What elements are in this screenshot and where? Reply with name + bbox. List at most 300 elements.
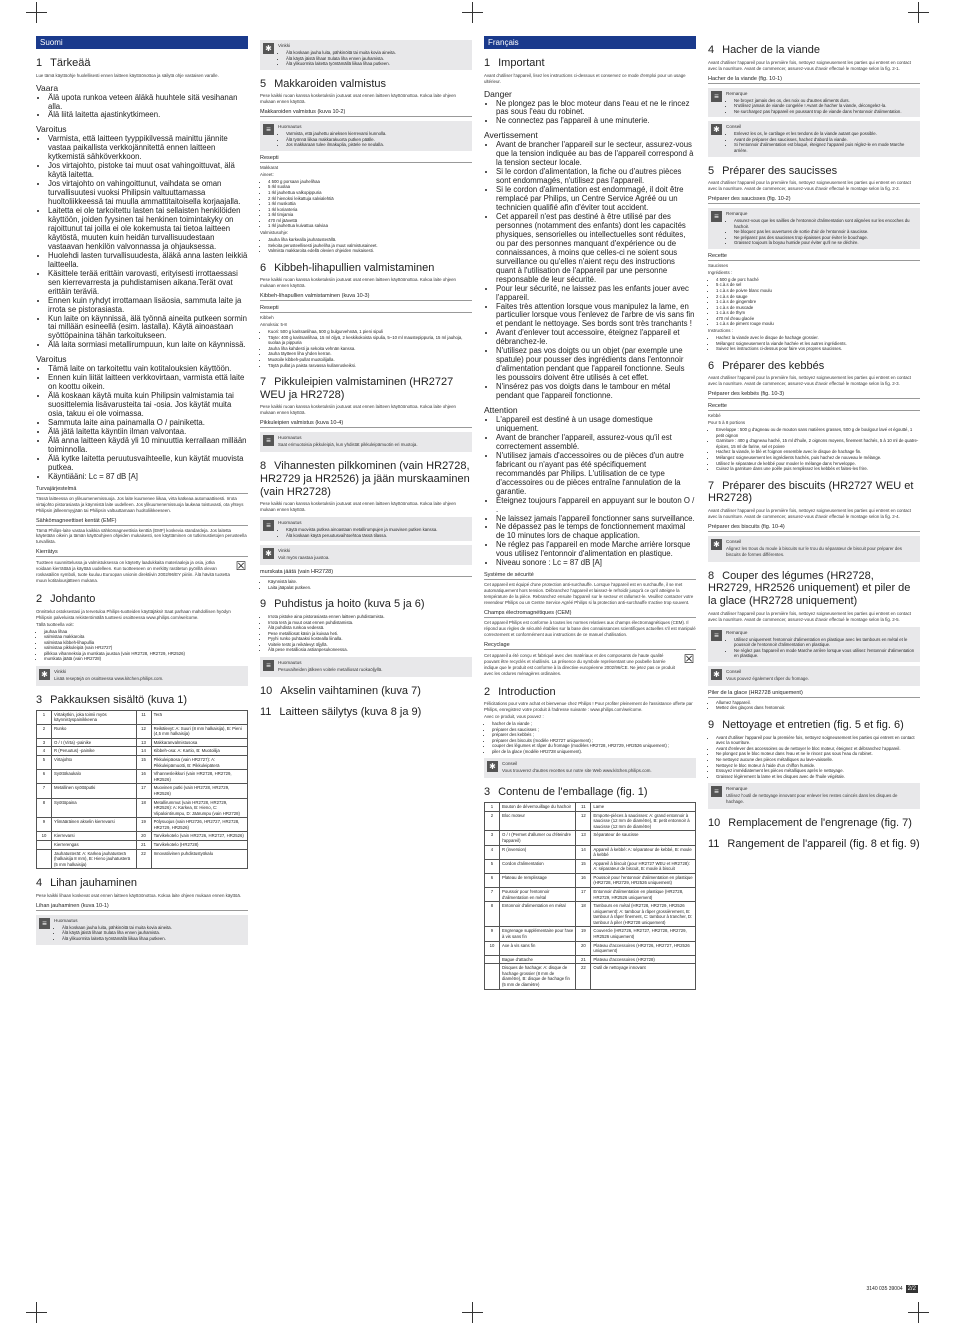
list-item: • Cuisez la garniture dans une poêle puis remplissez les kebbés et faites-les frire.	[716, 466, 920, 472]
list-item: • Avant de préparer des saucisses, hachez d'abord la viande.	[734, 137, 916, 143]
list-item: • Varmista, että jauhettu aineksen kierrevarsi kunnolla.	[286, 131, 468, 137]
list-item: • 1 c.à.s de gingembre	[716, 299, 920, 305]
paragraph: Avec ce produit, vous pouvez :	[484, 714, 544, 720]
list-item: • Nettoyez le bloc moteur à l'aide d'un chiffon humide.	[716, 763, 920, 769]
part-number: 4	[37, 747, 52, 756]
section-heading: 9 Nettoyage et entretien (fig. 5 et fig. 6)	[708, 718, 904, 731]
parts-table	[36, 710, 248, 870]
part-name: Bloc moteur	[500, 811, 576, 831]
note-box: ≡ Remarque Utilisez l'outil de nettoyage innovant pour enlever les restes coincés dans les disques de hachage.	[708, 783, 920, 809]
list-item: • Valmista makkaroita edellä olevien ohjeiden mukaisesti.	[268, 248, 472, 254]
list-item: • Irrota pistoke aina pistorasiasta ennen laitteen puhdistamista.	[268, 614, 472, 620]
list-item: • Jos virtajohto on vahingoittunut, vaihdata se oman turvallisuutesi vuoksi Philipsin valtuuttamassa huoltoliikkeessä tai muulla ammattitaitoisella korjaajalla.	[48, 180, 248, 207]
part-name: Outil de nettoyage innovant	[591, 964, 696, 989]
list-item: • Ne laissez jamais l'appareil fonctionner sans surveillance.	[496, 515, 696, 524]
part-number: 18	[136, 798, 151, 818]
table-row	[37, 738, 248, 747]
list-item: • Ne broyez jamais des os, des noix ou d'autres aliments durs.	[734, 98, 916, 104]
list-item: • 470 ml jäävettä	[268, 218, 472, 224]
ingredient-list	[260, 329, 472, 346]
table-row	[485, 873, 696, 887]
paragraph: Pese kaikki lihaan koskevat osat ennen laitteen käyttöönottoa. Kokoa laite ohjeen mukaan ennen käyttöä.	[36, 892, 242, 898]
list-item: • 470 ml d'eau glacée	[716, 316, 920, 322]
tip-box: ✱ Vinkki Lisää reseptejä on osoitteessa www.kitchen.philips.com.	[36, 666, 248, 686]
list-item: • Täyte: 400 g karitsanlihaa, 15 ml öljyä, 2 keskikokoista sipulia, 5–10 ml maustepippuria, 15 ml jauhoja, suolaa ja pippuria	[268, 335, 472, 346]
list-item: • Utilisez le séparateur de kebbé pour mouler le mélange dans l'enveloppe.	[716, 461, 920, 467]
list-item: • préparer des kebbés ;	[492, 732, 696, 738]
part-number: 10	[37, 832, 52, 841]
table-row	[37, 840, 248, 849]
list-item: • 2 rkl hienoksi leikattuja salvialehtiä	[268, 196, 472, 202]
section-heading: 9 Puhdistus ja hoito (kuva 5 ja 6)	[260, 598, 425, 611]
part-name: Pölysuojus (vain HR2726, HR2727, HR2728, HR2729, HR2526)	[151, 818, 247, 832]
part-number: 6	[485, 873, 500, 887]
part-number: 12	[136, 724, 151, 738]
part-number: 13	[136, 738, 151, 747]
part-number: 6	[37, 770, 52, 784]
part-name: Séparateur de saucisse	[591, 831, 696, 845]
table-row	[485, 927, 696, 941]
list-item: • Älä jätä laitetta käyntiin ilman valvontaa.	[48, 428, 248, 437]
part-name: Tarvikekotelo (vain HR2726, HR2727, HR2526)	[151, 832, 247, 841]
note-box: ≡ Huomautus Pesuvaiheiden jälkeen voitele metalliosat ruokaöljyllä.	[260, 657, 472, 677]
part-name: Runko	[52, 724, 137, 738]
recipe-title: Saucisses	[708, 262, 729, 268]
list-item: • 1 rkl korianteria	[268, 207, 472, 213]
list-item: • Älä ylikuormita laitetta työntämällä liikaa lihaa putkeen.	[62, 936, 244, 942]
list-item: • Enveloppe : 500 g d'agneau ou de mouton sans matières grasses, 500 g de boulgour lavé et égoutté, 1 petit oignon	[716, 427, 920, 438]
feature-list	[484, 721, 696, 754]
paragraph: Tällä tuotteella voit:	[36, 621, 74, 627]
section-heading: 1 Tärkeää	[36, 57, 91, 69]
tip-box: ✱ Conseil Alignez les trous du moule à biscuits sur le trou du séparateur de biscuit pour préparer des biscuits de formes différentes.	[708, 536, 920, 562]
column-fi-2	[260, 36, 472, 721]
cleaning-list	[708, 735, 920, 780]
subheading: Turvajärjestelmä	[36, 486, 248, 494]
note-icon: ≡	[263, 520, 274, 531]
list-item: • 1 c.à.s de piment rouge moulu	[716, 321, 920, 327]
column-fr-2	[708, 36, 920, 853]
ingredient-list	[260, 179, 472, 229]
list-item: • Si le cordon d'alimentation, la fiche ou d'autres pièces sont endommagés, n'utilisez pas l'appareil.	[496, 168, 696, 186]
list-item: • Jos makkaraan tulee ilmakuplia, pistele ne neulalla.	[286, 142, 468, 148]
list-item: • Graissez toujours la boyau humide pour éviter qu'il ne se déchire.	[734, 240, 916, 246]
subheading: Kierrätys	[36, 549, 248, 557]
list-item: • Laitetta ei ole tarkoitettu lasten tai sellaisten henkilöiden käyttöön, joiden fyysinen tai henkinen toimintakyky on rajoittunut tai joilla ei ole kokemusta tai tietoa laitteen käytöstä, muuten kuin heidän turvallisuudestaan vastaavan henkilön valvonnassa ja ohjauksessa.	[48, 207, 248, 252]
subheading: Recette	[708, 253, 920, 261]
list-item: • Älä laita sormiasi metallirumpuun, kun laite on käynnissä.	[48, 341, 248, 350]
column-fi-1	[36, 36, 248, 949]
list-item: • L'appareil est destiné à un usage domestique uniquement.	[496, 416, 696, 434]
list-item: • 2 c.à.s de sauge	[716, 294, 920, 300]
section-heading: 2 Johdanto	[36, 593, 96, 606]
subheading: Varoitus	[36, 124, 67, 135]
list-item: • préparer des biscuits (modèle HR2727 uniquement) ;	[492, 738, 696, 744]
paragraph: Tässä laitteessa on ylikuumenemissuoja. Jos laite kuumenee liikaa, virta katkeaa automaattisesti. Irrota virtajohto pistorasiasta ja käynnistä laite uudelleen. Jos ylikuumenemissuoja laukeaa toistuvasti, ota yhteys Philipsin jälleenmyyjään tai Philipsin valtuuttamaan huoltoliikkeeseen.	[36, 495, 244, 513]
list-item: • Käytä muovista putkea ainoastaan metallirumpujen ja muovisen putken kanssa.	[286, 527, 468, 533]
section-heading: 7 Préparer des biscuits (HR2727 WEU et HR2728)	[708, 479, 914, 505]
subheading: Piler de la glace (HR2728 uniquement)	[708, 690, 920, 698]
crop-mark	[918, 12, 919, 13]
table-row	[37, 784, 248, 798]
subheading: Resepti	[260, 305, 472, 313]
part-name: Kierrevarsi	[52, 832, 137, 841]
list-item: • Voitele terät ja reikälevyt öljyllä.	[268, 642, 472, 648]
note-box: ≡ Huomautus • Älä koskaan jauha luita, pähkinöitä tai muita kovia aineita. • Älä käytä jäistä lihaa! Sulata liha ennen jauhamista. • Älä ylikuormita laitetta työntämällä liikaa lihaa putkeen.	[36, 915, 248, 945]
list-item: • Käsittele terää erittäin varovasti, erityisesti irrottaessasi sen kierrevarresta ja puhdistamisen aikana.Terät ovat erittäin teräviä.	[48, 270, 248, 297]
recipe-title: Makkarat	[260, 164, 279, 170]
paragraph: Avant d'utiliser l'appareil pour la première fois, nettoyez soigneusement les parties qui entrent en contact avec la nourriture. Avant de commencer, assurez-vous d'avoir effectué le montage selon la fig. 2-5.	[708, 610, 911, 622]
list-item: • Jos virtajohto, pistoke tai muut osat vahingoittuvat, älä käytä laitetta.	[48, 162, 248, 180]
list-item: • Ne dépassez pas le temps de fonctionnement maximal de 10 minutes lors de chaque application.	[496, 523, 696, 541]
list-item: • Ne plongez pas le bloc moteur dans l'eau et ne le rincez pas sous l'eau du robinet.	[716, 751, 920, 757]
part-number: 9	[37, 818, 52, 832]
note-icon: ≡	[263, 660, 274, 671]
list-item: • Täytä pullat ja paista rasvassa kullanruskeiksi.	[268, 363, 472, 369]
part-number: 4	[485, 845, 500, 859]
list-item: • Cet appareil n'est pas destiné à être utilisé par des personnes (notamment des enfants) dont les capacités physiques, sensorielles ou intellectuelles sont réduites, ou par des personnes manquant d'expérience ou de connaissances, à moins que celles-ci ne soient sous surveillance ou qu'elles n'aient reçu des instructions quant à l'utilisation de l'appareil par une personne responsable de leur sécurité.	[496, 213, 696, 285]
steps-list	[708, 335, 920, 352]
list-item: • Mettez des glaçons dans l'entonnoir.	[716, 705, 920, 711]
section-heading: 10 Akselin vaihtaminen (kuva 7)	[260, 684, 421, 697]
paragraph: Avant d'utiliser l'appareil pour la première fois, nettoyez soigneusement les parties qui entrent en contact avec la nourriture. Avant de commencer, assurez-vous d'avoir effectué le montage selon la fig. 2-2.	[708, 180, 911, 192]
part-name: O / I (Permet d'allumer ou d'éteindre l'appareil)	[500, 831, 576, 845]
list-item: • 5 c.à.s de sel	[716, 282, 920, 288]
part-name: Appareil à kebbé: A: séparateur de kebbé, B: moule à kebbé	[591, 845, 696, 859]
section-heading: 5 Makkaroiden valmistus	[260, 77, 386, 90]
list-item: • Älä ylikuormita laitetta työntämällä liikaa lihaa putkeen.	[286, 61, 468, 67]
table-row	[37, 724, 248, 738]
part-number: 14	[136, 747, 151, 756]
part-name: Plateau d'accessoires (HR2726, HR2727, HR2526 uniquement)	[591, 941, 696, 955]
paragraph: Cet appareil a été conçu et fabriqué avec des matériaux et des composants de haute qualité pouvant être recyclés et réutilisés. La présence du symbole représentant une poubelle barrée indique que le produit est conforme à la directive européenne 2002/96/CE. Ne jetez pas ce produit avec les ordures ménagères ordinaires.	[484, 652, 675, 676]
list-item: • Älä koskaan käytä muita kuin Philipsin valmistamia tai suosittelemia lisävarusteita tai -osia. Jos käytät muita osia, takuu ei ole voimassa.	[48, 392, 248, 419]
part-name: Makkaranvalmistusosa	[151, 738, 247, 747]
subheading: Hacher de la viande (fig. 10-1)	[708, 76, 920, 84]
note-icon: ≡	[711, 211, 722, 222]
part-number: 17	[136, 784, 151, 798]
paragraph: Pese kaikki ruoan kanssa kosketuksiin joutuvat osat ennen laitteen käyttöönottoa. Kokoa laite ohjeen mukaan ennen käyttöä.	[260, 93, 456, 105]
list-item: • 4 500 g porsaan jauhelihaa	[268, 179, 472, 185]
list-item: • Älä koskaan jauha luita, pähkinöitä tai muita kovia aineita.	[286, 50, 468, 56]
parts-table	[484, 802, 696, 990]
list-item: • 1 c.à.s de muscade	[716, 305, 920, 311]
part-name: Muovinen putki (vain HR2728, HR2729, HR2526)	[151, 784, 247, 798]
part-number: 7	[485, 887, 500, 901]
subheading: Champs électromagnétiques (CEM)	[484, 610, 696, 618]
paragraph: Cet appareil est équipé d'une protection anti-surchauffe. Lorsque l'appareil est en surchauffe, il se met automatiquement hors tension. Débranchez l'appareil et laissez-le refroidir jusqu'à ce qu'il atteigne la température de la pièce. Rebranchez ensuite l'appareil sur le secteur et rallumez-le. Veuillez contacter votre revendeur Philips ou un Centre Service Agréé Philips si la protection anti-surchauffe s'active trop souvent.	[484, 582, 694, 606]
list-item: • Älä koskaan jauha luita, pähkinöitä tai muita kovia aineita.	[62, 925, 244, 931]
paragraph: Cet appareil Philips est conforme à toutes les normes relatives aux champs électromagnétiques (CEM). Il répond aux règles de sécurité établies sur la base des connaissances scientifiques actuelles s'il est manipulé correctement et conformément aux instructions de ce manuel d'utilisation.	[484, 619, 696, 637]
table-row	[37, 849, 248, 869]
list-item: • Hachez la viande, le blé et l'oignon ensemble avec le disque de hachage fin.	[716, 449, 920, 455]
part-number: 2	[485, 811, 500, 831]
subheading: Pikkuleipien valmistus (kuva 10-4)	[260, 420, 472, 428]
part-name: Syöttöpaina	[52, 798, 137, 818]
part-number: 14	[576, 845, 591, 859]
note-box: ≡ Huomautus • Käytä muovista putkea ainoastaan metallirumpujen ja muovisen putken kanssa. • Älä koskaan käytä peruutusvaihtoehtoa tässä tilassa.	[260, 517, 472, 541]
recipe-title: Kibbeh	[260, 315, 274, 321]
list-item: • Älä liitä laitetta ajastinkytkimeen.	[48, 111, 248, 120]
steps-list	[708, 449, 920, 471]
tip-icon: ✱	[487, 761, 498, 772]
column-fr-1	[484, 36, 696, 990]
section-heading: 4 Hacher de la viande	[708, 44, 820, 56]
list-item: • pilkkoa vihanneksia ja murskata juustoa (vain HR2728, HR2729, HR2526)	[44, 651, 248, 657]
part-name: O / I (Virta) -painike	[52, 738, 137, 747]
document-code: 3140 035 39004	[866, 1286, 903, 1292]
part-number: 1	[485, 803, 500, 812]
list-item: • 4 500 g de porc haché	[716, 277, 920, 283]
list-item: • Si le cordon d'alimentation est endommagé, il doit être remplacé par Philips, un Centre Service Agréé ou un technicien qualifié afin d'éviter tout accident.	[496, 186, 696, 213]
list-item: • couper des légumes et râper du fromage (modèles HR2728, HR2729, HR2526 uniquement) ;	[492, 743, 696, 749]
list-item: • Pese metalliosat käsin ja kuivaa heti.	[268, 631, 472, 637]
crop-mark	[36, 1312, 37, 1313]
subheading: Attention	[484, 405, 518, 416]
part-number: 11	[136, 710, 151, 724]
section-heading: 8 Couper des légumes (HR2728, HR2729, HR2526 uniquement) et piler de la glace (HR2728 uniquement)	[708, 569, 911, 608]
part-number: 8	[485, 902, 500, 927]
list-item: • N'utilisez pas vos doigts ou un objet (par exemple une spatule) pour pousser des ingrédients dans l'entonnoir d'alimentation pendant que l'appareil fonctionne. Seuls les poussoirs doivent être utilisés à cet effet.	[496, 347, 696, 383]
table-row	[485, 845, 696, 859]
table-row	[485, 955, 696, 964]
subheading: Préparer des biscuits (fig. 10-4)	[708, 524, 920, 532]
recycle-bin-icon: ☒	[235, 559, 247, 574]
tip-icon: ✱	[711, 124, 722, 135]
section-heading: 7 Pikkuleipien valmistaminen (HR2727 WEU ja HR2728)	[260, 376, 454, 401]
list-item: • Enlevez les os, le cartilage et les tendons de la viande autant que possible.	[734, 131, 916, 137]
list-item: • Hachez la viande avec le disque de hachage grossier.	[716, 335, 920, 341]
section-heading: 3 Contenu de l'emballage (fig. 1)	[484, 786, 648, 799]
list-item: • hacher de la viande ;	[492, 721, 696, 727]
list-item: • Huolehdi lasten turvallisuudesta, äläkä anna lasten leikkiä laitteella.	[48, 252, 248, 270]
table-row	[37, 747, 248, 756]
list-item: • Kun laite on käynnissä, älä työnnä aineita putkeen sormin tai millään esineellä (esim. lastalla). Käytä ainoastaan syöttöpainina tähän tarkoitukseen.	[48, 315, 248, 342]
list-item: • Pyyhi runko puhtaaksi kostealla liinalla.	[268, 636, 472, 642]
tip-box: ✱ Conseil Vous pouvez également râper du fromage.	[708, 666, 920, 686]
part-number: 12	[576, 811, 591, 831]
table-row	[37, 832, 248, 841]
list-item: • Avant d'enlever des accessoires ou de nettoyer le bloc moteur, éteignez et débranchez l'appareil.	[716, 746, 920, 752]
note-box: ≡ Remarque • Ne broyez jamais des os, des noix ou d'autres aliments durs. • N'utilisez jamais de viande congelée ! Avant de hacher la viande, décongelez-la. • Ne surchargez pas l'appareil en poussant trop de viande dans l'entonnoir d'alimentation.	[708, 88, 920, 118]
part-name: Cordon d'alimentation	[500, 859, 576, 873]
note-box: ≡ Huomautus • Varmista, että jauhettu aineksen kierrevarsi kunnolla. • Älä työnnä liikaa makkarakuorta putken päälle. • Jos makkaraan tulee ilmakuplia, pistele ne neulalla.	[260, 121, 472, 151]
list-item: • Jauha täytteen liha yhden kerran.	[268, 351, 472, 357]
note-box: ≡ Remarque • Utilisez uniquement l'entonnoir d'alimentation en plastique avec les tambours en métal et le poussoir de l'entonnoir d'alimentation en plastique. • Ne réglez pas l'appareil en mode Marche arrière lorsque vous utilisez l'entonnoir d'alimentation en plastique.	[708, 627, 920, 662]
part-number: 11	[576, 803, 591, 812]
section-heading: 11 Rangement de l'appareil (fig. 8 et fig. 9)	[708, 837, 920, 850]
subheading: Kibbeh-lihapullien valmistaminen (kuva 10-3)	[260, 293, 472, 301]
caution-list	[36, 365, 248, 481]
list-item: • Varmista, että laitteen tyyppikilvessä mainittu jännite vastaa paikallista verkkojännitettä ennen laitteen kytkemistä sähköverkkoon.	[48, 135, 248, 162]
part-name: Plateau de remplissage	[500, 873, 576, 887]
part-number: 1	[37, 710, 52, 724]
crop-mark	[918, 1312, 919, 1313]
paragraph: Tuotteen suunnittelussa ja valmistuksessa on käytetty laadukkaita materiaaleja ja osia, jotka voidaan kierrättää ja käyttää uudelleen. Kun tuotteeseen on merkitty rastitetun pyörillä olevan roskasäiliön symboli, tuote kuuluu Euroopan unionin direktiivin 2002/96/EY piiriin. Älä hävitä tuotetta muun kotitalousjätteen mukana.	[36, 560, 230, 584]
paragraph: Tämä Philips-laite vastaa kaikkia sähkömagneettisia kenttiä (EMF) koskevia standardeja. Jos laitetta käytetään oikein ja tämän käyttöohjeen ohjeiden mukaisesti, sen käyttäminen on tutkimustietojen perusteella turvallista.	[36, 527, 247, 545]
part-number: 21	[136, 840, 151, 849]
part-number: 13	[576, 831, 591, 845]
danger-list	[484, 100, 696, 127]
part-number: 16	[576, 873, 591, 887]
part-name: Engrenage supplémentaire pour l'axe à vis sans fin	[500, 927, 576, 941]
list-item: • Mélangez soigneusement la viande hachée et les autres ingrédients.	[716, 341, 920, 347]
part-number: 19	[576, 927, 591, 941]
list-item: • Avant de brancher l'appareil sur le secteur, assurez-vous que la tension indiquée au bas de l'appareil correspond à la tension secteur locale.	[496, 141, 696, 168]
subheading: Recyclage	[484, 642, 696, 650]
list-item: • Ne surchargez pas l'appareil en poussant trop de viande dans l'entonnoir d'alimentation.	[734, 109, 916, 115]
steps-list	[708, 700, 920, 711]
tip-icon: ✱	[39, 669, 50, 680]
part-number: 21	[576, 955, 591, 964]
tip-box: ✱ Conseil Vous trouverez d'autres recettes sur notre site Web www.kitchen.philips.com.	[484, 758, 696, 778]
list-item: • Älä pese metalliosia astianpesukoneessa.	[268, 647, 472, 653]
part-name: Tarvikekotelo (HR2728)	[151, 840, 247, 849]
list-item: • Sammuta laite aina painamalla O / painiketta.	[48, 419, 248, 428]
list-item: • 1 rkl jauhettua kuivattua salviaa	[268, 223, 472, 229]
section-heading: 8 Vihannesten pilkkominen (vain HR2728, HR2729 ja HR2526) ja jään murskaaminen (vain HR2728)	[260, 460, 470, 498]
part-name: Bague d'attache	[500, 955, 576, 964]
list-item: • Ne préparez pas des saucisses trop épaisses pour éviter le bouchage.	[734, 235, 916, 241]
list-item: • Faites très attention lorsque vous manipulez la lame, en particulier lorsque vous l'enlevez de l'arbre de vis sans fin et pendant le nettoyage. Ses bords sont très tranchants !	[496, 303, 696, 330]
steps-heading: Instructions :	[708, 328, 733, 334]
list-item: • Jauha liha kahdesti ja sekoita vehnän kanssa.	[268, 346, 472, 352]
list-item: • Avant de brancher l'appareil, assurez-vous qu'il est correctement assemblé.	[496, 434, 696, 452]
part-number: 20	[576, 941, 591, 955]
part-name: Virtakytkin, joka toimii myös käynnistyspainikkeena	[52, 710, 137, 724]
part-number: 18	[576, 902, 591, 927]
subheading: Lihan jauhaminen (kuva 10-1)	[36, 903, 248, 911]
list-item: • Kuori: 500 g karitsanlihaa, 500 g bulgurvehnää, 1 pieni sipuli	[268, 329, 472, 335]
paragraph: Avant d'utiliser l'appareil pour la première fois, nettoyez soigneusement les parties qui entrent en contact avec la nourriture. Avant de commencer, assurez-vous d'avoir effectué le montage selon la fig. 2-3.	[708, 375, 911, 387]
list-item: • N'utilisez jamais de viande congelée ! Avant de hacher la viande, décongelez-la.	[734, 103, 916, 109]
list-item: • valmistaa pikkuleipiä (vain HR2727)	[44, 645, 248, 651]
caution-list	[484, 416, 696, 568]
steps-heading: Valmistusohje:	[260, 230, 289, 236]
list-item: • Irrota terä ja muut osat ennen puhdistamista.	[268, 620, 472, 626]
crop-mark	[472, 12, 473, 13]
list-item: • Garniture : 400 g d'agneau haché, 15 ml d'huile, 2 oignons moyens, finement hachés, 5 à 10 ml de quatre-épices, 15 ml de farine, sel et poivre	[716, 438, 920, 449]
part-name: Entonnoir d'alimentation en plastique (HR2728, HR2729, HR2526 uniquement)	[591, 887, 696, 901]
danger-list	[36, 94, 248, 121]
list-item: • N'insérez pas vos doigts dans le tambour en métal pendant que l'appareil fonctionne.	[496, 383, 696, 401]
list-item: • Laita jääpalat putkeen.	[268, 585, 472, 591]
list-item: • Éteignez toujours l'appareil en appuyant sur le bouton O / .	[496, 497, 696, 515]
part-number: 19	[136, 818, 151, 832]
note-box: ≡ Remarque • Assurez-vous que les saillies de l'entonnoir d'alimentation sont alignées sur les encoches du hachoir. • Ne bloquez pas les ouvertures de sortie d'air de l'entonnoir à saucisse. • Ne préparez pas des saucisses trop épaisses pour éviter le bouchage. • Graissez toujours la boyau humide pour éviter qu'il ne se déchire.	[708, 208, 920, 249]
part-name: Innovatiivinen puhdistustyökalu	[151, 849, 247, 869]
ingredients-heading: Aineet:	[260, 171, 274, 177]
list-item: • Ne connectez pas l'appareil à une minuterie.	[496, 117, 696, 126]
part-number: 10	[485, 941, 500, 955]
subheading: Danger	[484, 88, 512, 99]
feature-list	[36, 629, 248, 662]
part-number: 5	[485, 859, 500, 873]
part-name: Virtajohto	[52, 756, 137, 770]
cleaning-list	[260, 614, 472, 653]
part-number: 3	[485, 831, 500, 845]
paragraph: Avant d'utiliser l'appareil pour la première fois, nettoyez soigneusement les parties qui entrent en contact avec la nourriture. Avant de commencer, assurez-vous d'avoir effectué le montage selon la fig. 2-1.	[708, 59, 911, 71]
list-item: • Suivez les instructions ci-dessus pour faire vos propres saucisses.	[716, 346, 920, 352]
subheading: Vaara	[36, 82, 59, 93]
footer	[867, 1285, 919, 1293]
subheading: Préparer des kebbés (fig. 10-3)	[708, 391, 920, 399]
part-name: Axe à vis sans fin	[500, 941, 576, 955]
section-heading: 6 Kibbeh-lihapullien valmistaminen	[260, 261, 435, 274]
part-number: 2	[37, 724, 52, 738]
tip-icon: ✱	[263, 43, 274, 54]
section-heading: 4 Lihan jauhaminen	[36, 877, 137, 890]
subheading: Sähkömagneettiset kentät (EMF)	[36, 518, 248, 526]
list-item: • Assurez-vous que les saillies de l'entonnoir d'alimentation sont alignées sur les encoches du hachoir.	[734, 218, 916, 229]
part-name: Syöttökaukalo	[52, 770, 137, 784]
paragraph: Pese kaikki ruoan kanssa kosketuksiin joutuvat osat ennen laitteen käyttöönottoa. Kokoa laite ohjeen mukaan ennen käyttöä.	[260, 501, 456, 513]
warning-list	[484, 141, 696, 401]
table-row	[485, 941, 696, 955]
list-item: • Si l'entonnoir d'alimentation est bloqué, éteignez l'appareil puis réglez-le en mode Marche arrière.	[734, 142, 916, 153]
list-item: • préparer des saucisses ;	[492, 727, 696, 733]
part-name: Bouton de déverrouillage du hachoir	[500, 803, 576, 812]
table-row	[485, 811, 696, 831]
table-row	[485, 803, 696, 812]
part-number: 22	[576, 964, 591, 989]
list-item: • 1 c.à.s de thym	[716, 310, 920, 316]
tip-icon: ✱	[263, 548, 274, 559]
part-name: Poussoir pour l'entonnoir d'alimentation en métal	[500, 887, 576, 901]
list-item: • 1 rkl jauhettua valkopippuria	[268, 190, 472, 196]
note-icon: ≡	[711, 630, 722, 641]
tip-icon: ✱	[711, 669, 722, 680]
part-name: R (Peruutus) -painike	[52, 747, 137, 756]
part-name: Ylimääräinen akselin kierrevarsi	[52, 818, 137, 832]
crop-mark	[36, 12, 37, 13]
part-number: 16	[136, 770, 151, 784]
note-icon: ≡	[711, 91, 722, 102]
list-item: • Älä käytä jäistä lihaa! Sulata liha ennen jauhamista.	[286, 56, 468, 62]
subheading: Varoitus	[36, 354, 67, 365]
note-icon: ≡	[711, 786, 722, 797]
subheading: Système de sécurité	[484, 572, 696, 580]
section-heading: 10 Remplacement de l'engrenage (fig. 7)	[708, 817, 912, 830]
list-item: • Allumez l'appareil.	[716, 700, 920, 706]
list-item: • 1 c.à.s de poivre blanc moulu	[716, 288, 920, 294]
language-label: Français	[484, 36, 696, 49]
table-row	[485, 902, 696, 927]
list-item: • N'utilisez jamais d'accessoires ou de pièces d'un autre fabricant ou n'ayant pas été spécifiquement recommandés par Philips. L'utilisation de ce type d'accessoires ou de pièces entraîne l'annulation de la garantie.	[496, 452, 696, 497]
part-number	[485, 964, 500, 989]
part-number: 9	[485, 927, 500, 941]
part-number	[485, 955, 500, 964]
subheading: Makkaroiden valmistus (kuva 10-2)	[260, 109, 472, 117]
intro-text: Avant d'utiliser l'appareil, lisez les instructions ci-dessous et conservez ce mode d'emploi pour un usage ultérieur.	[484, 72, 686, 84]
steps-list	[260, 237, 472, 254]
part-name: Reikälevyt: A: Suuri (8 mm halkaisija), B: Pieni (4,5 mm halkaisija)	[151, 724, 247, 738]
list-item: • Älä kytke laitetta peruutusvaihteelle, kun käytät muovista putkea.	[48, 455, 248, 473]
paragraph: Onnittelut ostoksestasi ja tervetuloa Philips-tuotteiden käyttäjäksi! Saat parhaan mahdollisen hyödyn Philipsin palveluista rekisteröimällä tuotteesi osoitteessa www.philips.com/welcome.	[36, 608, 231, 620]
list-item: • Älä upota runkoa veteen äläkä huuhtele sitä vesihanan alla.	[48, 94, 248, 112]
part-number: 3	[37, 738, 52, 747]
list-item: • Ne bloquez pas les ouvertures de sortie d'air de l'entonnoir à saucisse.	[734, 229, 916, 235]
table-row	[37, 756, 248, 770]
section-heading: 1 Important	[484, 57, 545, 69]
part-name: Pikkuleipäosa (vain HR2727): A: Pikkuleipämuotti, B: Pikkuleipäterä	[151, 756, 247, 770]
note-icon: ≡	[263, 435, 274, 446]
section-heading: 2 Introduction	[484, 685, 556, 698]
steps-list	[260, 579, 472, 590]
recipe-title: Kebbé	[708, 413, 721, 419]
table-row	[485, 964, 696, 989]
crop-mark	[472, 1312, 473, 1313]
